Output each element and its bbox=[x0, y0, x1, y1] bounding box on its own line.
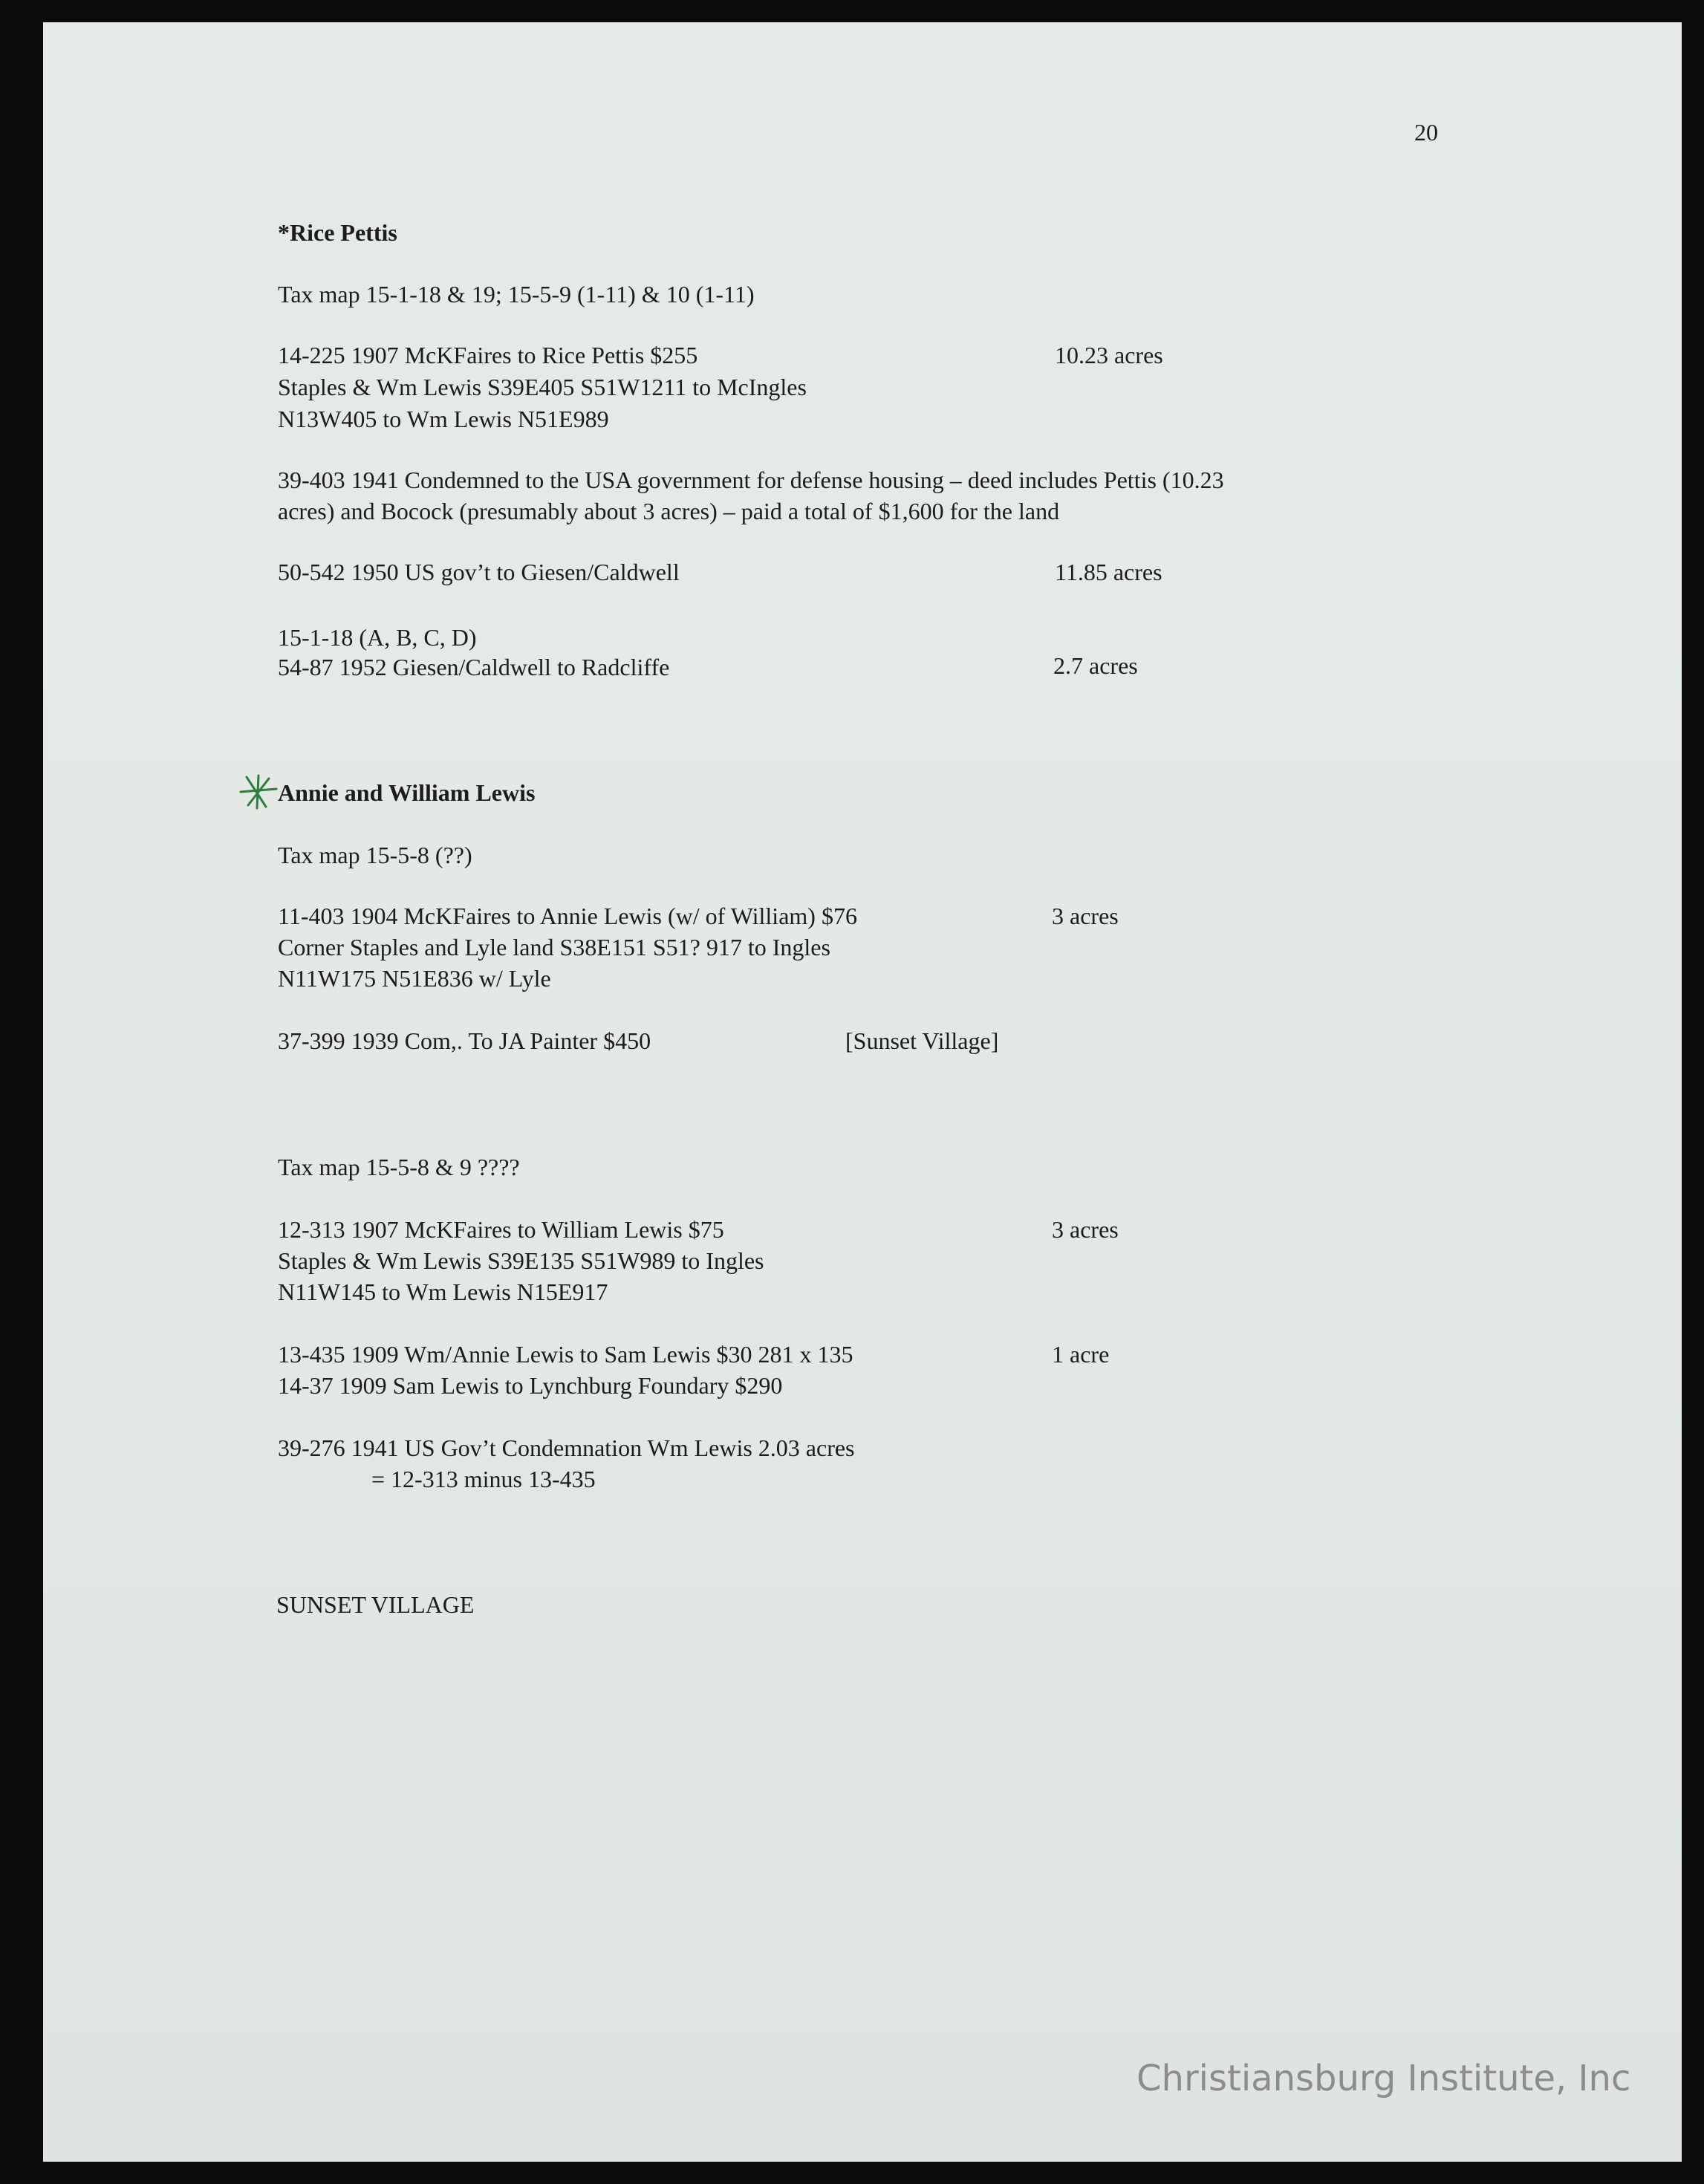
deed-entry-line: Corner Staples and Lyle land S38E151 S51? 917 to Ingles bbox=[278, 934, 830, 961]
deed-entry-line: 39-276 1941 US Gov’t Condemnation Wm Lewis 2.03 acres bbox=[278, 1434, 855, 1461]
tax-map-line: Tax map 15-1-18 & 19; 15-5-9 (1-11) & 10 (1-11) bbox=[278, 281, 755, 308]
deed-entry-line: 54-87 1952 Giesen/Caldwell to Radcliffe bbox=[278, 654, 670, 680]
deed-note: [Sunset Village] bbox=[845, 1027, 999, 1054]
deed-entry-line: acres) and Bocock (presumably about 3 acres) – paid a total of $1,600 for the land bbox=[278, 498, 1060, 524]
page-number: 20 bbox=[1414, 119, 1438, 146]
deed-entry-line: 12-313 1907 McKFaires to William Lewis $75 bbox=[278, 1216, 724, 1243]
deed-entry-line: N11W145 to Wm Lewis N15E917 bbox=[278, 1278, 608, 1305]
deed-entry-line: = 12-313 minus 13-435 bbox=[371, 1466, 596, 1492]
deed-entry-line: 37-399 1939 Com,. To JA Painter $450 bbox=[278, 1027, 651, 1054]
deed-entry-line: 14-225 1907 McKFaires to Rice Pettis $255 bbox=[278, 342, 698, 368]
acreage: 10.23 acres bbox=[1055, 342, 1163, 368]
acreage: 1 acre bbox=[1052, 1341, 1110, 1368]
handwritten-star-icon bbox=[239, 773, 278, 811]
parcel-line: 15-1-18 (A, B, C, D) bbox=[278, 624, 477, 651]
deed-entry-line: 50-542 1950 US gov’t to Giesen/Caldwell bbox=[278, 559, 680, 585]
section-heading-rice-pettis: *Rice Pettis bbox=[278, 219, 397, 246]
tax-map-line: Tax map 15-5-8 (??) bbox=[278, 842, 472, 868]
deed-entry-line: Staples & Wm Lewis S39E135 S51W989 to Ingles bbox=[278, 1247, 764, 1274]
section-heading-annie-william-lewis: Annie and William Lewis bbox=[278, 779, 536, 806]
deed-entry-line: 39-403 1941 Condemned to the USA government for defense housing – deed includes Pettis (10.23 bbox=[278, 467, 1224, 493]
deed-entry-line: 11-403 1904 McKFaires to Annie Lewis (w/ of William) $76 bbox=[278, 903, 857, 929]
acreage: 2.7 acres bbox=[1053, 652, 1138, 679]
deed-entry-line: 13-435 1909 Wm/Annie Lewis to Sam Lewis $30 281 x 135 bbox=[278, 1341, 853, 1368]
deed-entry-line: 14-37 1909 Sam Lewis to Lynchburg Foundary $290 bbox=[278, 1372, 783, 1399]
tax-map-line: Tax map 15-5-8 & 9 ???? bbox=[278, 1154, 520, 1180]
deed-entry-line: N11W175 N51E836 w/ Lyle bbox=[278, 965, 551, 992]
deed-entry-line: Staples & Wm Lewis S39E405 S51W1211 to McIngles bbox=[278, 374, 807, 400]
acreage: 3 acres bbox=[1052, 1216, 1119, 1243]
footer-heading: SUNSET VILLAGE bbox=[276, 1591, 475, 1618]
deed-entry-line: N13W405 to Wm Lewis N51E989 bbox=[278, 406, 609, 432]
watermark: Christiansburg Institute, Inc bbox=[1136, 2058, 1631, 2099]
acreage: 3 acres bbox=[1052, 903, 1119, 929]
acreage: 11.85 acres bbox=[1055, 559, 1162, 585]
